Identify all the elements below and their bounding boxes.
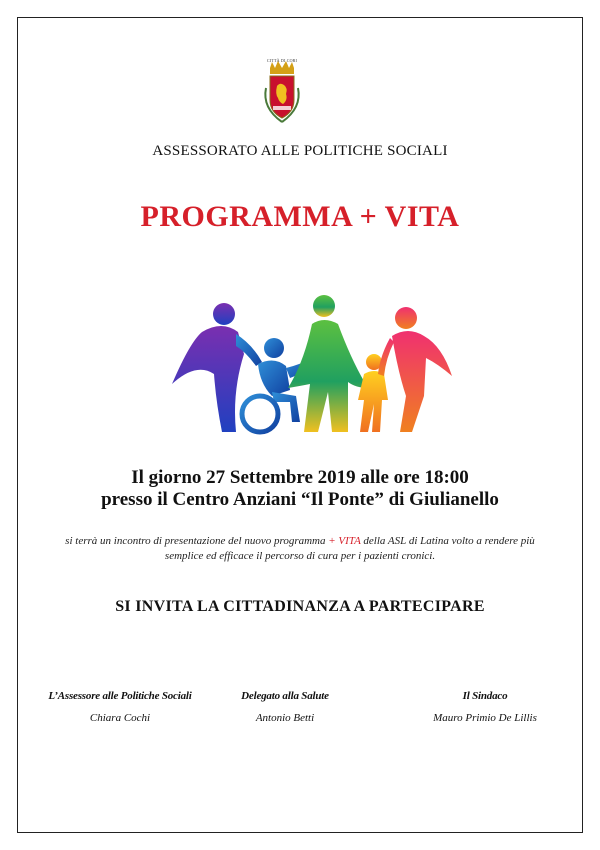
- signature-block-sindaco: [400, 690, 570, 724]
- signature-role: L’Assessore alle Politiche Sociali: [48, 690, 192, 702]
- department-heading: ASSESSORATO ALLE POLITICHE SOCIALI: [152, 143, 448, 159]
- description-highlight: + VITA: [328, 535, 361, 547]
- rainbow-family-illustration: [162, 292, 462, 442]
- signature-role: Il Sindaco: [462, 690, 508, 702]
- signature-block-delegato: [200, 690, 370, 724]
- signature-name: Mauro Primio De Lillis: [433, 712, 537, 724]
- signature-block-assessore: [20, 690, 220, 724]
- invitation-heading: SI INVITA LA CITTADINANZA A PARTECIPARE: [115, 598, 485, 615]
- coat-of-arms-icon: [258, 58, 306, 128]
- description-text-2: della ASL di Latina volto a rendere più semplice ed efficace il percorso di cura per i pazienti cronici.: [164, 535, 535, 562]
- crest-caption: CITTÀ DI CORI: [266, 58, 298, 63]
- signature-role: Delegato alla Salute: [241, 690, 329, 702]
- description-text-1: si terrà un incontro di presentazione del nuovo programma: [65, 535, 329, 547]
- event-details: [0, 467, 600, 511]
- event-date-line: Il giorno 27 Settembre 2019 alle ore 18:00: [131, 467, 469, 488]
- page-title: PROGRAMMA + VITA: [140, 200, 460, 233]
- signature-name: Antonio Betti: [255, 712, 315, 724]
- event-place-line: presso il Centro Anziani “Il Ponte” di Giulianello: [101, 489, 499, 510]
- signature-name: Chiara Cochi: [89, 712, 151, 724]
- event-description: [50, 534, 550, 564]
